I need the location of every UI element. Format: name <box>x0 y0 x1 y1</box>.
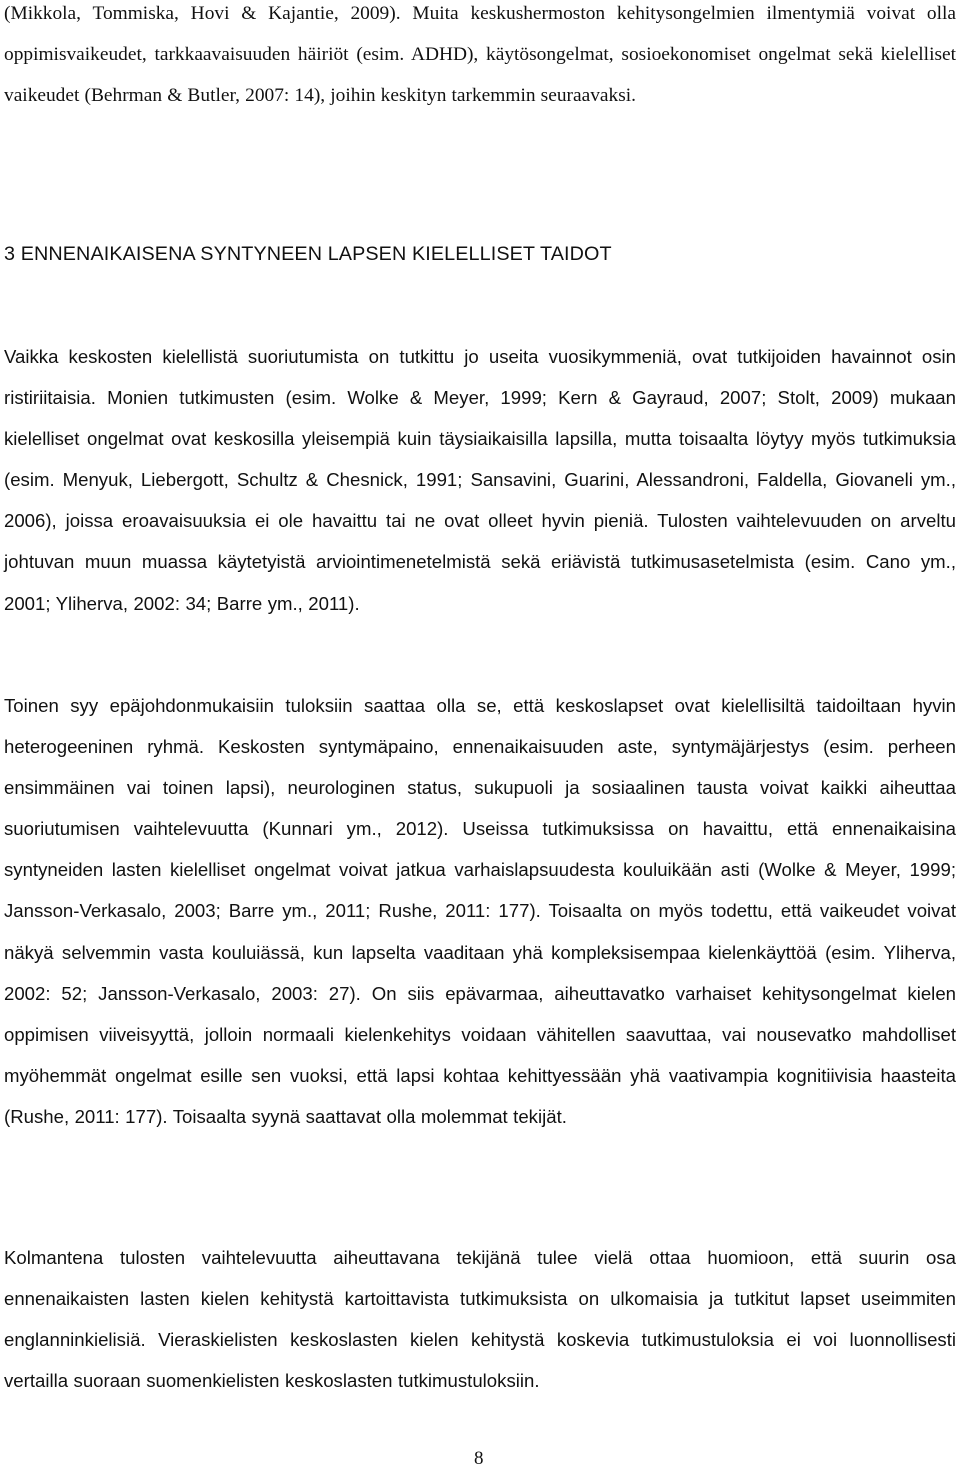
continuation-paragraph: (Mikkola, Tommiska, Hovi & Kajantie, 2009). Muita keskushermoston kehitysongelmien ilmentymiä voivat olla oppimisvaikeudet, tarkkaavaisuuden häiriöt (esim. ADHD), käytösongelmat, sosioekonomiset ongelmat sekä kielelliset vaikeudet (Behrman & Butler, 2007: 14), joihin keskityn tarkemmin seuraavaksi. <box>4 3 956 107</box>
body-paragraph-1: Vaikka keskosten kielellistä suoriutumista on tutkittu jo useita vuosikymmeniä, ovat tutkijoiden havainnot osin ristiriitaisia. Monien tutkimusten (esim. Wolke & Meyer, 1999; Kern & Gayraud, 2007; Stolt, 2009) mukaan kielelliset ongelmat ovat keskosilla yleisempiä kuin täysiaikaisilla lapsilla, mutta toisaalta löytyy myös tutkimuksia (esim. Menyuk, Liebergott, Schultz & Chesnick, 1991; Sansavini, Guarini, Alessandroni, Faldella, Giovaneli ym., 2006), joissa eroavaisuuksia ei ole havaittu tai ne ovat olleet hyvin pieniä. Tulosten vaihtelevuuden on arveltu johtuvan muun muassa käytetyistä arviointimenetelmistä sekä eriävistä tutkimusasetelmista (esim. Cano ym., 2001; Yliherva, 2002: 34; Barre ym., 2011). <box>4 346 956 614</box>
section-heading: 3 ENNENAIKAISENA SYNTYNEEN LAPSEN KIELELLISET TAIDOT <box>4 243 612 265</box>
body-paragraph-3: Kolmantena tulosten vaihtelevuutta aiheuttavana tekijänä tulee vielä ottaa huomioon, että suurin osa ennenaikaisten lasten kielen kehitystä kartoittavista tutkimuksista on ulkomaisia ja tutkitut lapset useimmiten englanninkielisiä. Vieraskielisten keskoslasten kielen kehitystä koskevia tutkimustuloksia ei voi luonnollisesti vertailla suoraan suomenkielisten keskoslasten tutkimustuloksiin. <box>4 1247 956 1392</box>
page-number: 8 <box>474 1448 484 1469</box>
body-paragraph-2: Toinen syy epäjohdonmukaisiin tuloksiin saattaa olla se, että keskoslapset ovat kielellisiltä taidoiltaan hyvin heterogeeninen ryhmä. Keskosten syntymäpaino, ennenaikaisuuden aste, syntymäjärjestys (esim. perheen ensimmäinen vai toinen lapsi), neurologinen status, sukupuoli ja sosiaalinen tausta voivat kaikki aiheuttaa suoriutumisen vaihtelevuutta (Kunnari ym., 2012). Useissa tutkimuksissa on havaittu, että ennenaikaisina syntyneiden lasten kielelliset ongelmat voivat jatkua varhaislapsuudesta kouluikään asti (Wolke & Meyer, 1999; Jansson-Verkasalo, 2003; Barre ym., 2011; Rushe, 2011: 177). Toisaalta on myös todettu, että vaikeudet voivat näkyä selvemmin vasta kouluiässä, kun lapselta vaaditaan yhä kompleksisempaa kielenkäyttöä (esim. Yliherva, 2002: 52; Jansson-Verkasalo, 2003: 27). On siis epävarmaa, aiheuttavatko varhaiset kehitysongelmat kielen oppimisen viiveisyyttä, jolloin normaali kielenkehitys voidaan vähitellen saavuttaa, vai nousevatko mahdolliset myöhemmät ongelmat esille sen vuoksi, että lapsi kohtaa kehittyessään yhä vaativampia kognitiivisia haasteita (Rushe, 2011: 177). Toisaalta syynä saattavat olla molemmat tekijät. <box>4 695 956 1127</box>
